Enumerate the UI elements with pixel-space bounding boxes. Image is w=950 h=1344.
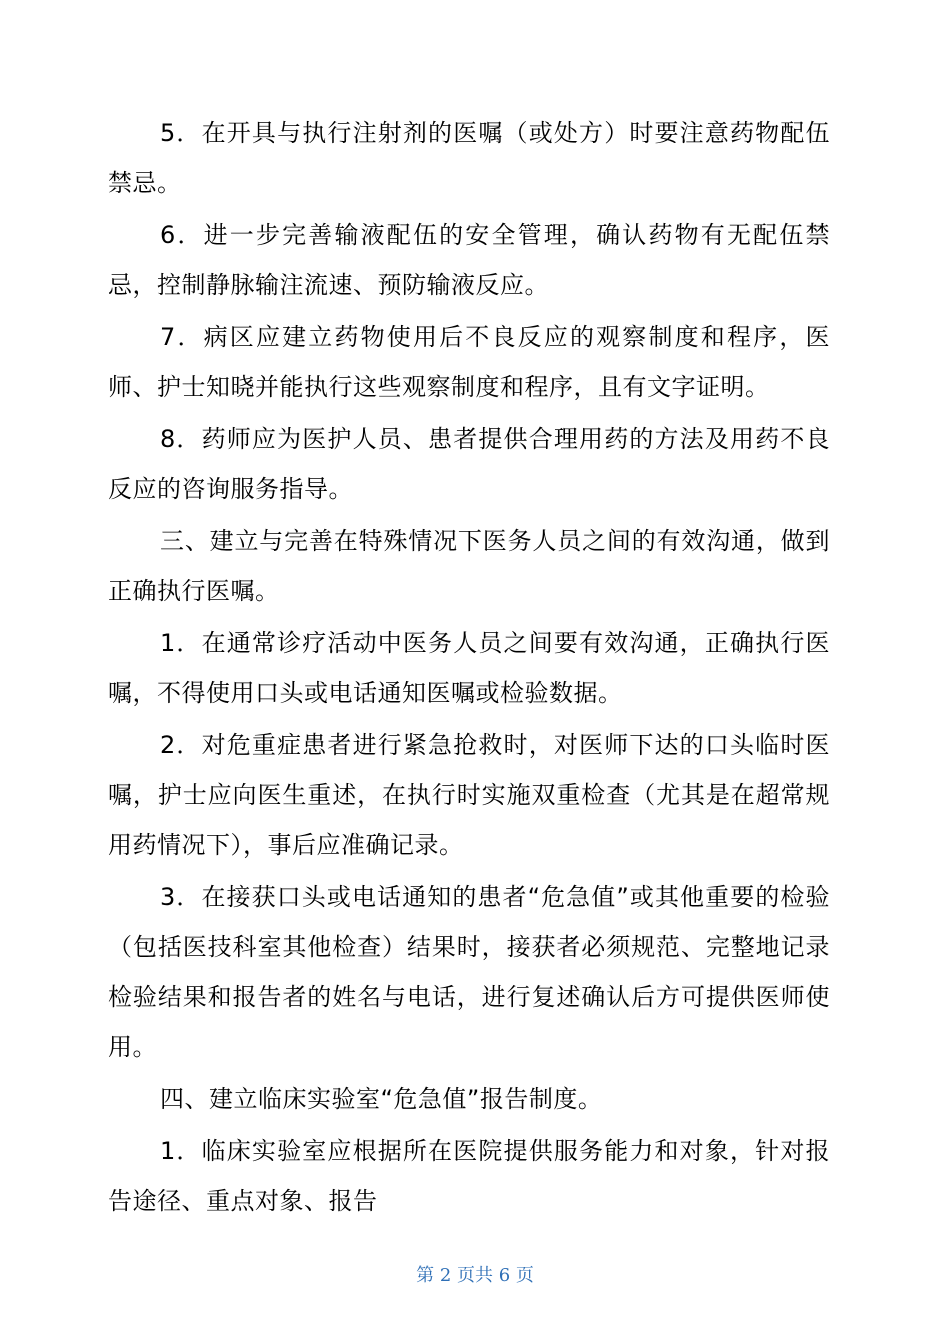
paragraph-item-8: 8．药师应为医护人员、患者提供合理用药的方法及用药不良反应的咨询服务指导。: [108, 425, 830, 503]
page-number-footer: 第 2 页共 6 页: [416, 1265, 534, 1286]
paragraph-item-3-3: 3．在接获口头或电话通知的患者“危急值”或其他重要的检验（包括医技科室其他检查）结果时，接获者必须规范、完整地记录检验结果和报告者的姓名与电话，进行复述确认后方可提供医师使用。: [108, 883, 830, 1061]
paragraph-item-4-1: 1．临床实验室应根据所在医院提供服务能力和对象，针对报告途径、重点对象、报告: [108, 1137, 830, 1215]
section-heading-3: 三、建立与完善在特殊情况下医务人员之间的有效沟通，做到正确执行医嘱。: [108, 527, 830, 605]
paragraph-item-3-2: 2．对危重症患者进行紧急抢救时，对医师下达的口头临时医嘱，护士应向医生重述，在执行时实施双重检查（尤其是在超常规用药情况下），事后应准确记录。: [108, 731, 830, 859]
paragraph-item-7: 7．病区应建立药物使用后不良反应的观察制度和程序，医师、护士知晓并能执行这些观察制度和程序，且有文字证明。: [108, 323, 830, 401]
paragraph-item-3-1: 1．在通常诊疗活动中医务人员之间要有效沟通，正确执行医嘱，不得使用口头或电话通知医嘱或检验数据。: [108, 629, 830, 707]
paragraph-item-5: 5．在开具与执行注射剂的医嘱（或处方）时要注意药物配伍禁忌。: [108, 119, 830, 197]
paragraph-item-6: 6．进一步完善输液配伍的安全管理，确认药物有无配伍禁忌，控制静脉输注流速、预防输液反应。: [108, 221, 830, 299]
section-heading-4: 四、建立临床实验室“危急值”报告制度。: [160, 1085, 603, 1113]
document-body: [108, 108, 830, 1228]
